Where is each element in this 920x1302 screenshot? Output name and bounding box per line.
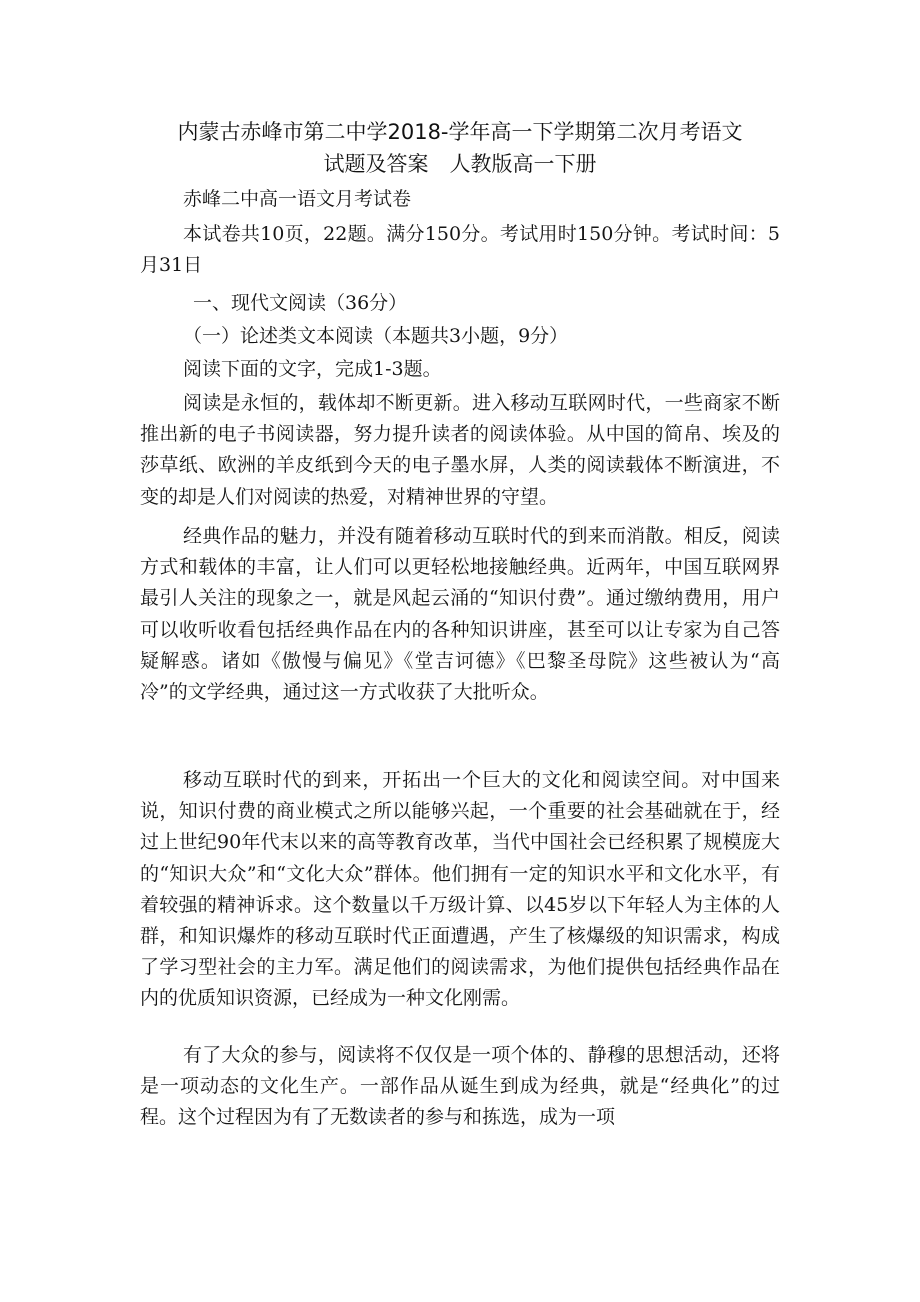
- reading-instruction: 阅读下面的文字，完成1-3题。: [183, 358, 442, 380]
- exam-info: 本试卷共10页，22题。满分150分。考试用时150分钟。考试时间：5月31日: [140, 223, 780, 277]
- paragraph-2: 经典作品的魅力，并没有随着移动互联时代的到来而消散。相反，阅读方式和载体的丰富，让人们可以更轻松地接触经典。近两年，中国互联网界最引人关注的现象之一，就是风起云涌的“知识付费”。通过缴纳费用，用户可以收听收看包括经典作品在内的各种知识讲座，甚至可以让专家为自己答疑解惑。诸如《傲慢与偏见》《堂吉诃德》《巴黎圣母院》这些被认为“高冷”的文学经典，通过这一方式收获了大批听众。: [140, 525, 780, 704]
- document-title-line-1: 内蒙古赤峰市第二中学2018-学年高一下学期第二次月考语文: [177, 120, 743, 144]
- section-heading: 一、现代文阅读（36分）: [193, 292, 408, 314]
- paragraph-3: 移动互联时代的到来，开拓出一个巨大的文化和阅读空间。对中国来说，知识付费的商业模式之所以能够兴起，一个重要的社会基础就在于，经过上世纪90年代末以来的高等教育改革，当代中国社会已经积累了规模庞大的“知识大众”和“文化大众”群体。他们拥有一定的知识水平和文化水平，有着较强的精神诉求。这个数量以千万级计算、以45岁以下年轻人为主体的人群，和知识爆炸的移动互联时代正面遭遇，产生了核爆级的知识需求，构成了学习型社会的主力军。满足他们的阅读需求，为他们提供包括经典作品在内的优质知识资源，已经成为一种文化刚需。: [140, 769, 780, 1010]
- exam-name: 赤峰二中高一语文月考试卷: [183, 188, 412, 210]
- document-title-line-2: 试题及答案 人教版高一下册: [323, 152, 597, 176]
- paragraph-4: 有了大众的参与，阅读将不仅仅是一项个体的、静穆的思想活动，还将是一项动态的文化生产。一部作品从诞生到成为经典，就是“经典化”的过程。这个过程因为有了无数读者的参与和拣选，成为一项: [140, 1044, 780, 1129]
- paragraph-1: 阅读是永恒的，载体却不断更新。进入移动互联网时代，一些商家不断推出新的电子书阅读器，努力提升读者的阅读体验。从中国的简帛、埃及的莎草纸、欧洲的羊皮纸到今天的电子墨水屏，人类的阅读载体不断演进，不变的却是人们对阅读的热爱，对精神世界的守望。: [140, 392, 780, 508]
- subsection-heading: （一）论述类文本阅读（本题共3小题，9分）: [183, 325, 569, 347]
